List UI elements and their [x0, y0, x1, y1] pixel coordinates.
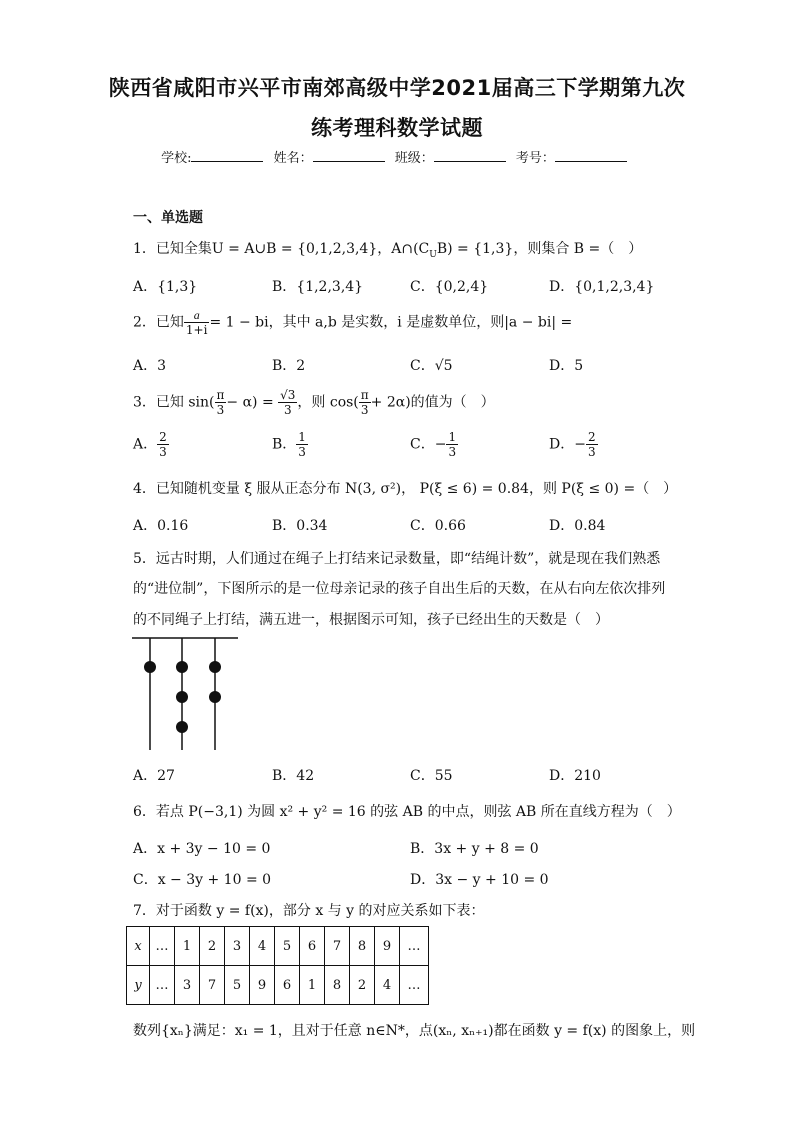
title-line-2: 练考理科数学试题	[311, 116, 483, 140]
knot	[176, 661, 188, 673]
question-5-line-1: 5．远古时期，人们通过在绳子上打结来记录数量，即“结绳计数”，就是现在我们熟悉	[133, 551, 661, 567]
q3-option-b: B． $\frac{1}{3}$	[272, 430, 306, 459]
q6-option-a: A．x + 3y − 10 = 0	[133, 841, 271, 857]
table-cell: 9	[250, 966, 275, 1005]
table-cell: …	[150, 927, 175, 966]
table-cell: …	[150, 966, 175, 1005]
table-cell: …	[400, 966, 429, 1005]
q2-option-a: A．3	[133, 358, 167, 374]
q2-option-c: C．√5	[410, 358, 453, 374]
section-heading: 一、单选题	[133, 210, 203, 226]
q1-option-a: A．{1,3}	[133, 279, 198, 295]
table-cell: 4	[375, 966, 400, 1005]
question-4-stem: 4．已知随机变量 ξ 服从正态分布 N(3, σ²)， P(ξ ≤ 6) = 0.84，则 P(ξ ≤ 0) =（ ）	[133, 481, 678, 497]
knot	[209, 691, 221, 703]
q4-option-b: B．0.34	[272, 518, 328, 534]
table-cell: 6	[300, 927, 325, 966]
exam-number-blank	[555, 149, 627, 162]
table-cell: x	[127, 927, 150, 966]
q3-option-a: A． $\frac{2}{3}$	[133, 430, 167, 459]
question-5-line-3: 的不同绳子上打结，满五进一，根据图示可知，孩子已经出生的天数是（ ）	[133, 612, 609, 628]
class-label: 班级：	[394, 151, 434, 166]
exam-number-label: 考号：	[515, 151, 555, 166]
title-line-1: 陕西省咸阳市兴平市南郊高级中学2021届高三下学期第九次	[108, 76, 686, 100]
table-cell: 7	[200, 966, 225, 1005]
table-cell: 1	[300, 966, 325, 1005]
school-label: 学校:	[161, 151, 192, 166]
q5-option-b: B．42	[272, 768, 315, 784]
school-blank	[191, 149, 263, 162]
question-5-line-2: 的“进位制”，下图所示的是一位母亲记录的孩子自出生后的天数，在从右向左依次排列	[133, 581, 666, 597]
q6-option-c: C．x − 3y + 10 = 0	[133, 872, 272, 888]
q6-option-b: B．3x + y + 8 = 0	[410, 841, 539, 857]
table-cell: 8	[350, 927, 375, 966]
q6-option-d: D．3x − y + 10 = 0	[410, 872, 549, 888]
table-row	[127, 927, 429, 966]
q2-option-d: D．5	[549, 358, 584, 374]
xy-table	[126, 926, 429, 1005]
q1-option-d: D．{0,1,2,3,4}	[549, 279, 655, 295]
q2-fraction: $\frac{a}{1+i}$	[185, 308, 208, 337]
knot	[176, 691, 188, 703]
knot	[176, 721, 188, 733]
table-cell: 1	[175, 927, 200, 966]
name-label: 姓名：	[273, 151, 313, 166]
q3-option-c: C．− $\frac{1}{3}$	[410, 430, 457, 459]
question-1-stem: 1．已知全集U = A∪B = {0,1,2,3,4}，$A\cap(C_UB) = \{1,3\}$，则集合 B =（ ）	[133, 241, 643, 260]
q2-option-b: B．2	[272, 358, 306, 374]
table-cell: 3	[175, 966, 200, 1005]
question-3-stem: 3．已知 sin( $\frac{\pi}{3}$ − α) = $\frac{√3}{3}$ ，则 cos( $\frac{\pi}{3}$ + 2α)的值为（ ）	[133, 388, 495, 417]
knot	[144, 661, 156, 673]
q5-option-c: C．55	[410, 768, 453, 784]
q5-option-a: A．27	[133, 768, 175, 784]
table-cell: 6	[275, 966, 300, 1005]
table-cell: 2	[350, 966, 375, 1005]
knot-rope-figure	[130, 636, 242, 752]
question-7-continuation: 数列{xₙ}满足：x₁ = 1，且对于任意 n∈N*，点(xₙ, xₙ₊₁)都在函数 y = f(x) 的图象上，则	[133, 1023, 696, 1039]
table-cell: 5	[225, 966, 250, 1005]
table-cell: …	[400, 927, 429, 966]
question-7-stem: 7．对于函数 y = f(x)，部分 x 与 y 的对应关系如下表：	[133, 903, 485, 919]
question-2-stem: 2．已知 $\frac{a}{1+i}$ = 1 − bi，其中 a,b 是实数，i 是虚数单位，则|a − bi| =	[133, 308, 573, 337]
table-row	[127, 966, 429, 1005]
table-cell: 4	[250, 927, 275, 966]
table-cell: 8	[325, 966, 350, 1005]
table-cell: 5	[275, 927, 300, 966]
student-info-fields	[0, 147, 794, 166]
class-blank	[434, 149, 506, 162]
table-cell: 3	[225, 927, 250, 966]
q4-option-a: A．0.16	[133, 518, 189, 534]
q4-option-c: C．0.66	[410, 518, 466, 534]
q3-option-d: D．− $\frac{2}{3}$	[549, 430, 596, 459]
q1-option-b: B．{1,2,3,4}	[272, 279, 364, 295]
name-blank	[313, 149, 385, 162]
table-cell: 7	[325, 927, 350, 966]
table-cell: 2	[200, 927, 225, 966]
table-cell: 9	[375, 927, 400, 966]
q1-option-c: C．{0,2,4}	[410, 279, 489, 295]
q5-option-d: D．210	[549, 768, 601, 784]
table-cell: y	[127, 966, 150, 1005]
q4-option-d: D．0.84	[549, 518, 606, 534]
question-6-stem: 6．若点 P(−3,1) 为圆 x² + y² = 16 的弦 AB 的中点，则弦 AB 所在直线方程为（ ）	[133, 804, 681, 820]
knot	[209, 661, 221, 673]
